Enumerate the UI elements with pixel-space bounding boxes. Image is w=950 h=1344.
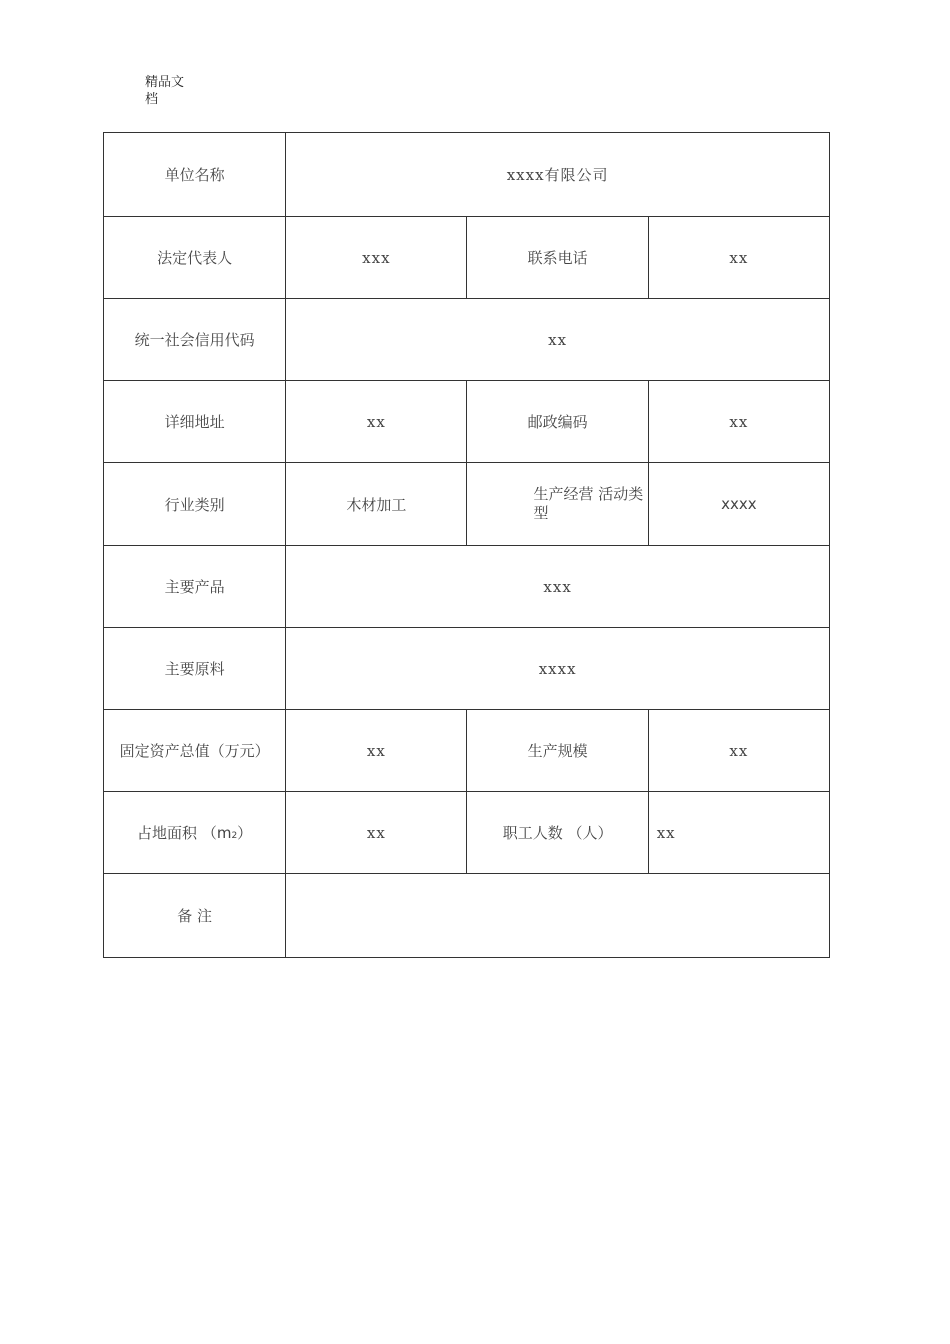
legal-rep-label: 法定代表人: [104, 217, 286, 299]
activity-type-value: xxxx: [648, 463, 829, 546]
activity-type-label: [467, 463, 648, 546]
company-name-value: xxxx有限公司: [286, 133, 830, 217]
raw-materials-value: xxxx: [286, 628, 830, 710]
remarks-label: 备 注: [104, 874, 286, 958]
legal-rep-value: xxx: [286, 217, 467, 299]
table-row: [104, 546, 830, 628]
main-products-label: 主要产品: [104, 546, 286, 628]
activity-type-label-text: 生产经营 活动类型: [533, 485, 644, 522]
company-info-table: [103, 132, 830, 958]
land-area-unit-sup: 2: [231, 831, 238, 841]
industry-value: 木材加工: [286, 463, 467, 546]
company-name-label: 单位名称: [104, 133, 286, 217]
raw-materials-label: 主要原料: [104, 628, 286, 710]
staff-count-value: xx: [648, 792, 829, 874]
table-row: [104, 381, 830, 463]
phone-value: xx: [648, 217, 829, 299]
table-row: [104, 628, 830, 710]
table-row: [104, 792, 830, 874]
land-area-label-text: 占地面积 （m: [137, 824, 232, 842]
credit-code-value: xx: [286, 299, 830, 381]
land-area-label: [104, 792, 286, 874]
remarks-value: [286, 874, 830, 958]
table-row: [104, 217, 830, 299]
table-row: [104, 710, 830, 792]
postal-code-label: 邮政编码: [467, 381, 648, 463]
production-scale-value: xx: [648, 710, 829, 792]
staff-count-label: 职工人数 （人）: [467, 792, 648, 874]
land-area-value: xx: [286, 792, 467, 874]
table-row: [104, 133, 830, 217]
fixed-assets-label: 固定资产总值（万元）: [104, 710, 286, 792]
fixed-assets-value: xx: [286, 710, 467, 792]
phone-label: 联系电话: [467, 217, 648, 299]
industry-label: 行业类别: [104, 463, 286, 546]
credit-code-label: 统一社会信用代码: [104, 299, 286, 381]
document-header-note: 精品文档: [145, 75, 185, 107]
production-scale-label: 生产规模: [467, 710, 648, 792]
table-row: [104, 463, 830, 546]
table-row: [104, 874, 830, 958]
main-products-value: xxx: [286, 546, 830, 628]
table-row: [104, 299, 830, 381]
address-value: xx: [286, 381, 467, 463]
land-area-label-close: ）: [237, 824, 253, 842]
postal-code-value: xx: [648, 381, 829, 463]
address-label: 详细地址: [104, 381, 286, 463]
